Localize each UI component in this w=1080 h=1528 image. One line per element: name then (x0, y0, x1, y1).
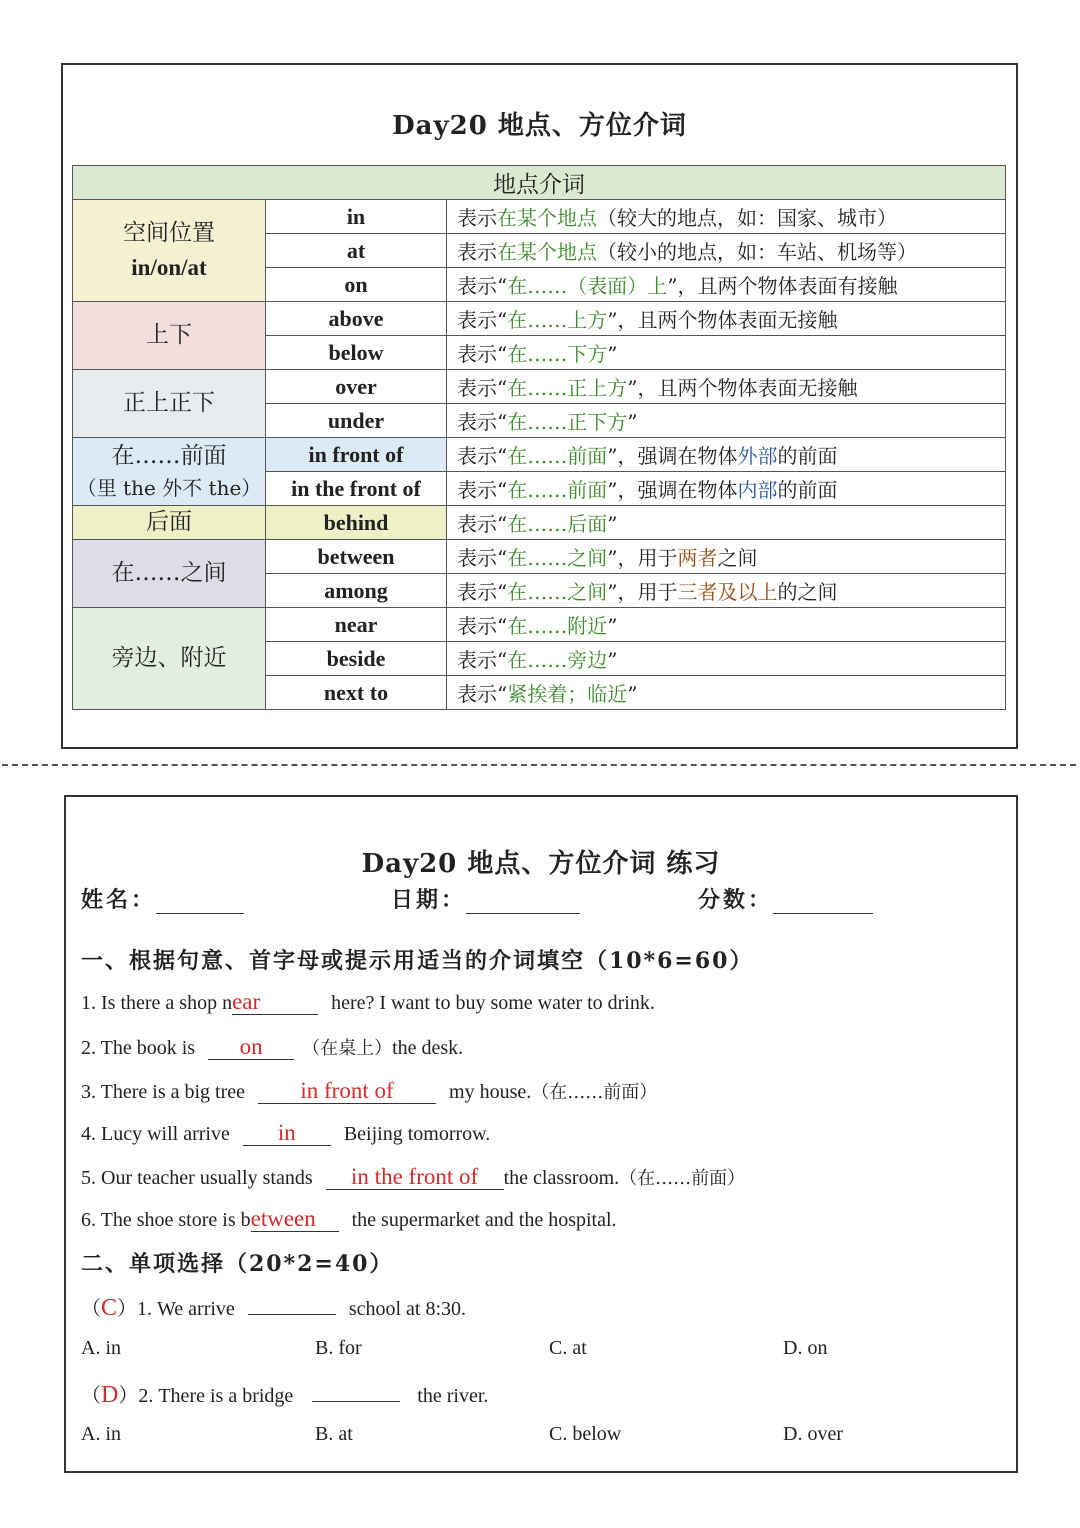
preposition-desc: 表示“紧挨着；临近” (447, 676, 1006, 710)
option-c[interactable]: C. at (549, 1337, 587, 1359)
answer-blank[interactable]: in the front of (326, 1165, 504, 1190)
score-field[interactable] (698, 883, 873, 914)
fill-item-5: 5. Our teacher usually stands in the front of the classroom.（在……前面） (81, 1164, 746, 1189)
preposition-desc: 表示“在……下方” (447, 336, 1006, 370)
name-label: 姓名： (81, 887, 157, 913)
category-cell (73, 200, 266, 302)
category-cell: 上下 (73, 302, 266, 370)
name-field[interactable] (81, 883, 244, 914)
answer-blank[interactable]: in (243, 1121, 331, 1146)
category-label: 空间位置 (123, 220, 215, 247)
cut-line-divider (2, 764, 1076, 766)
category-cell: 旁边、附近 (73, 608, 266, 710)
preposition-desc: 表示“在……正下方” (447, 404, 1006, 438)
date-field[interactable] (391, 883, 580, 914)
table-row (73, 302, 1006, 336)
section1-title: 一、根据句意、首字母或提示用适当的介词填空（10*6=60） (81, 948, 754, 974)
preposition-word: behind (266, 506, 447, 540)
table-row (73, 506, 1006, 540)
table-header: 地点介词 (73, 166, 1006, 200)
category-label: 在……前面 (111, 443, 227, 470)
preposition-word: under (266, 404, 447, 438)
name-blank[interactable] (156, 891, 244, 914)
preposition-table (72, 165, 1006, 710)
preposition-word: between (266, 540, 447, 574)
fill-item-2: 2. The book is on （在桌上）the desk. (81, 1034, 464, 1059)
preposition-desc: 表示“在……前面”，强调在物体外部的前面 (447, 438, 1006, 472)
preposition-desc: 表示在某个地点（较大的地点，如：国家、城市） (447, 200, 1006, 234)
choice-item-1: （C）1. We arrive school at 8:30. (81, 1295, 467, 1321)
answer-blank[interactable]: on (208, 1035, 294, 1060)
preposition-desc: 表示“在……上方”，且两个物体表面无接触 (447, 302, 1006, 336)
category-cell (73, 438, 266, 506)
preposition-word: below (266, 336, 447, 370)
category-cell: 在……之间 (73, 540, 266, 608)
option-d[interactable]: D. on (783, 1337, 828, 1359)
preposition-word: in the front of (266, 472, 447, 506)
table-row (73, 370, 1006, 404)
fill-item-6: 6. The shoe store is between the supermarket and the hospital. (81, 1206, 617, 1231)
answer-blank[interactable]: etween (251, 1207, 339, 1232)
option-a[interactable]: A. in (81, 1423, 121, 1445)
preposition-desc: 表示“在……之间”，用于两者之间 (447, 540, 1006, 574)
option-d[interactable]: D. over (783, 1423, 843, 1445)
preposition-word: at (266, 234, 447, 268)
category-cell: 后面 (73, 506, 266, 540)
answer-blank[interactable]: in front of (258, 1079, 436, 1104)
preposition-desc: 表示“在……后面” (447, 506, 1006, 540)
date-blank[interactable] (466, 891, 580, 914)
fill-item-4: 4. Lucy will arrive in Beijing tomorrow. (81, 1120, 491, 1145)
preposition-word: next to (266, 676, 447, 710)
exercise-title: Day20 地点、方位介词 练习 (361, 849, 721, 879)
table-row (73, 608, 1006, 642)
fill-item-1: 1. Is there a shop near here? I want to buy some water to drink. (81, 989, 655, 1014)
choice-answer[interactable]: C (101, 1295, 118, 1321)
preposition-desc: 表示“在……旁边” (447, 642, 1006, 676)
score-label: 分数： (698, 887, 774, 913)
choice-blank[interactable] (248, 1314, 336, 1315)
preposition-word: on (266, 268, 447, 302)
option-b[interactable]: B. at (315, 1423, 353, 1445)
category-sublabel: in/on/at (131, 254, 207, 280)
exercise-panel (64, 795, 1018, 1473)
preposition-word: above (266, 302, 447, 336)
fill-item-3: 3. There is a big tree in front of my house.（在……前面） (81, 1078, 658, 1103)
answer-blank[interactable]: ear (232, 990, 318, 1015)
table-row (73, 540, 1006, 574)
preposition-desc: 表示“在……前面”，强调在物体内部的前面 (447, 472, 1006, 506)
choice-item-2: （D）2. There is a bridge the river. (81, 1382, 489, 1408)
table-row (73, 200, 1006, 234)
table-header-row (73, 166, 1006, 200)
preposition-word: in (266, 200, 447, 234)
choice-blank[interactable] (312, 1401, 400, 1402)
category-note: （里 the 外不 the） (76, 475, 262, 500)
preposition-word: beside (266, 642, 447, 676)
preposition-desc: 表示“在……正上方”，且两个物体表面无接触 (447, 370, 1006, 404)
option-b[interactable]: B. for (315, 1337, 362, 1359)
preposition-desc: 表示在某个地点（较小的地点，如：车站、机场等） (447, 234, 1006, 268)
option-a[interactable]: A. in (81, 1337, 121, 1359)
table-row (73, 438, 1006, 472)
date-label: 日期： (391, 887, 467, 913)
preposition-word: among (266, 574, 447, 608)
preposition-desc: 表示“在……之间”，用于三者及以上的之间 (447, 574, 1006, 608)
score-blank[interactable] (773, 891, 873, 914)
reference-title: Day20 地点、方位介词 (392, 111, 687, 141)
preposition-word: over (266, 370, 447, 404)
preposition-word: in front of (266, 438, 447, 472)
preposition-desc: 表示“在……（表面）上”，且两个物体表面有接触 (447, 268, 1006, 302)
reference-panel (61, 63, 1018, 749)
preposition-desc: 表示“在……附近” (447, 608, 1006, 642)
section2-title: 二、单项选择（20*2=40） (81, 1251, 394, 1277)
category-cell: 正上正下 (73, 370, 266, 438)
choice-answer[interactable]: D (101, 1382, 119, 1408)
option-c[interactable]: C. below (549, 1423, 622, 1445)
preposition-word: near (266, 608, 447, 642)
